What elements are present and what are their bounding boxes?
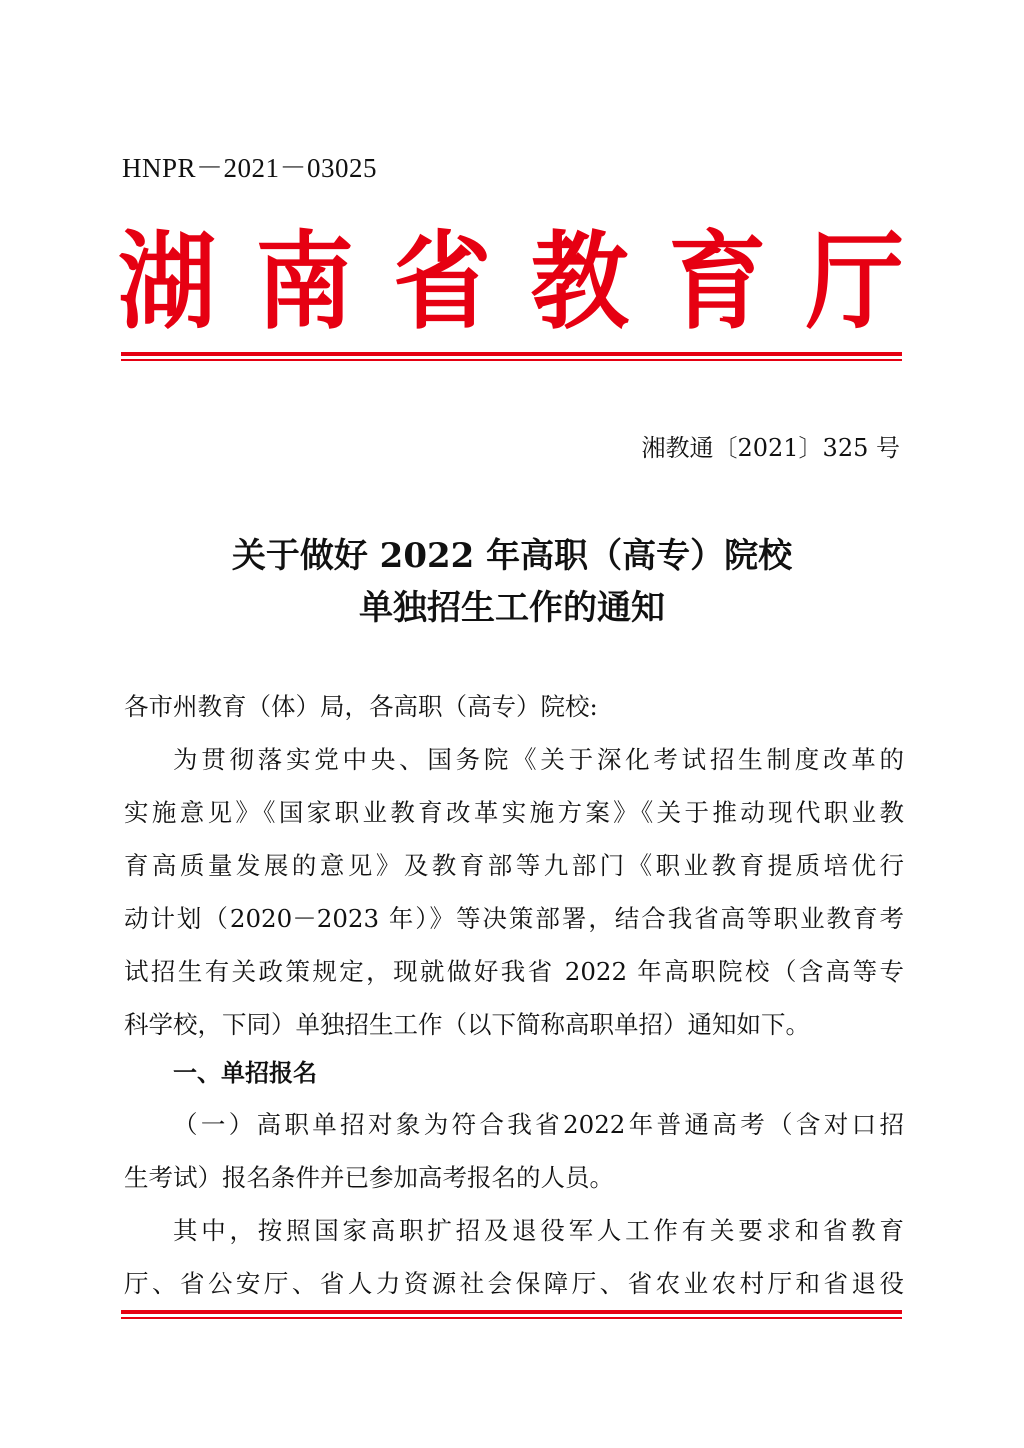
- body-line: 其中，按照国家高职扩招及退役军人工作有关要求和省教育: [173, 1216, 904, 1245]
- agency-char: 厅: [805, 220, 904, 345]
- body-line: 科学校，下同）单独招生工作（以下简称高职单招）通知如下。: [124, 1010, 810, 1039]
- agency-char: 湖: [118, 220, 217, 345]
- agency-char: 育: [668, 220, 767, 345]
- body-line: （一）高职单招对象为符合我省2022年普通高考（含对口招: [173, 1110, 904, 1139]
- agency-char: 教: [530, 220, 629, 345]
- body-line: 为贯彻落实党中央、国务院《关于深化考试招生制度改革的: [173, 745, 904, 774]
- body-line: 试招生有关政策规定，现就做好我省 2022 年高职院校（含高等专: [124, 957, 904, 986]
- body-line: 生考试）报名条件并已参加高考报名的人员。: [124, 1163, 614, 1192]
- agency-char: 省: [393, 220, 492, 345]
- document-number: 湘教通〔2021〕325 号: [641, 434, 900, 462]
- document-title-line: 关于做好 2022 年高职（高专）院校: [231, 536, 793, 576]
- document-code: HNPR－2021－03025: [122, 153, 378, 183]
- section-heading: 一、单招报名: [173, 1059, 317, 1087]
- footer-divider: [121, 1310, 902, 1319]
- body-line: 动计划（2020－2023 年）》等决策部署，结合我省高等职业教育考: [124, 904, 904, 933]
- salutation: 各市州教育（体）局，各高职（高专）院校:: [124, 692, 598, 721]
- header-divider: [121, 352, 902, 361]
- agency-char: 南: [255, 220, 354, 345]
- agency-header: [118, 220, 904, 345]
- body-line: 育高质量发展的意见》及教育部等九部门《职业教育提质培优行: [124, 851, 904, 880]
- document-title-line: 单独招生工作的通知: [359, 588, 665, 628]
- body-line: 实施意见》《国家职业教育改革实施方案》《关于推动现代职业教: [124, 798, 904, 827]
- body-line: 厅、省公安厅、省人力资源社会保障厅、省农业农村厅和省退役: [124, 1269, 904, 1298]
